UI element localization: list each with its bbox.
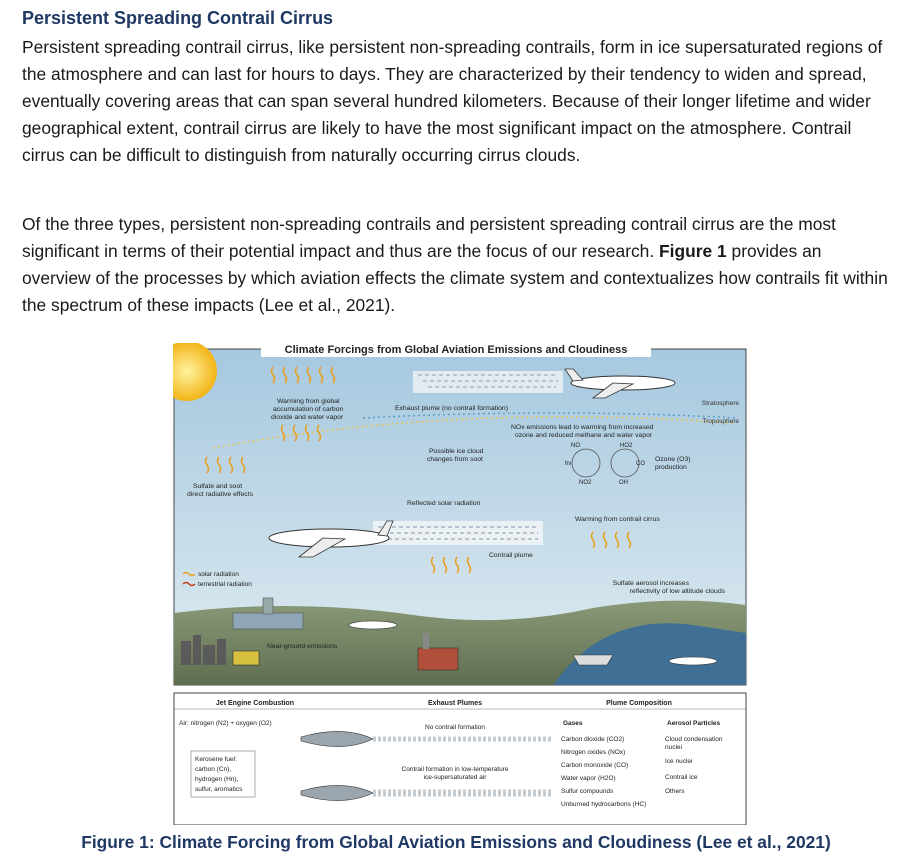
ho2-label: HO2 [620, 443, 633, 449]
fuel-item: hydrogen (Hn), [195, 776, 239, 783]
ozone-label-2: production [655, 464, 687, 471]
hv-label: hν [565, 461, 572, 467]
warming-contrail-label: Warming from contrail cirrus [575, 516, 660, 523]
paragraph-2-text-b: provides an overview of the processes by which aviation effects the climate system and contextualizes how contrails fit within the spectrum of these impacts (Lee et al., 2021). [22, 241, 888, 315]
paragraph-1: Persistent spreading contrail cirrus, like persistent non-spreading contrails, form in ice supersaturated regions of the atmosphere and can last for hours to days. They are characterized by their tendency to widen and spread, eventually covering areas that can span several hundred kilometers. Because of their longer lifetime and wider geographical extent, contrail cirrus are likely to have the most significant impact on the atmosphere. Contrail cirrus can be difficult to distinguish from naturally occurring cirrus clouds. [22, 37, 883, 165]
gas-item: Carbon monoxide (CO) [561, 762, 629, 769]
co-label: CO [636, 461, 645, 467]
table-header-composition: Plume Composition [606, 700, 672, 707]
no-label: NO [571, 443, 580, 449]
contrail-plume-label: Contrail plume [489, 552, 533, 559]
fuel-item: carbon (Cn), [195, 766, 232, 773]
aerosol-item: Contrail ice [665, 774, 698, 781]
no2-label: NO2 [579, 480, 592, 486]
oh-label: OH [619, 480, 628, 486]
table-header-exhaust: Exhaust Plumes [427, 700, 483, 707]
contrail-formation-label-2: ice-supersaturated air [423, 774, 487, 781]
terrestrial-radiation-legend: terrestrial radiation [198, 581, 252, 588]
aerosol-item: Others [665, 788, 685, 795]
sulfate-soot-label-2: direct radiative effects [187, 491, 253, 498]
ice-cloud-label-2: changes from soot [427, 456, 483, 463]
air-label: Air: nitrogen (N2) + oxygen (O2) [179, 720, 272, 727]
gases-header: Gases [563, 720, 583, 727]
fuel-item: sulfur, aromatics [195, 786, 243, 793]
aerosol-item: nuclei [665, 744, 682, 751]
table-header-combustion: Jet Engine Combustion [215, 700, 295, 707]
figure-illustration [173, 343, 747, 825]
contrail-formation-label-1: Contrail formation in low-temperature [401, 766, 509, 773]
gas-item: Sulfur compounds [561, 788, 614, 795]
aerosol-item: Ice nuclei [665, 758, 693, 765]
ice-cloud-label-1: Possible ice cloud [429, 448, 484, 455]
sulfate-aerosol-label-1: Sulfate aerosol increases [612, 580, 689, 587]
gas-item: Unburned hydrocarbons (HC) [561, 801, 647, 808]
gas-item: Water vapor (H2O) [561, 775, 616, 782]
figure-reference: Figure 1 [659, 241, 727, 261]
figure-title: Climate Forcings from Global Aviation Emissions and Cloudiness [284, 344, 628, 356]
solar-radiation-legend: solar radiation [198, 571, 239, 578]
ozone-label-1: Ozone (O3) [655, 456, 691, 463]
truck-icon [233, 651, 259, 665]
gas-item: Carbon dioxide (CO2) [561, 736, 625, 743]
gas-item: Nitrogen oxides (NOx) [561, 749, 626, 756]
troposphere-label: Troposphere [702, 418, 739, 425]
figure-1 [173, 343, 747, 825]
warming-global-label-1: Warming from global [277, 398, 340, 405]
aerosol-item: Cloud condensation [665, 736, 723, 743]
paragraph-2 [22, 211, 894, 319]
exhaust-plume-label: Exhaust plume (no contrail formation) [395, 405, 508, 412]
ship-icon [573, 655, 613, 665]
stratosphere-label: Stratosphere [701, 400, 739, 407]
aerosol-header: Aerosol Particles [667, 720, 721, 727]
sulfate-aerosol-label-2: reflectivity of low altitude clouds [629, 588, 725, 595]
reflected-solar-label: Reflected solar radiation [407, 500, 481, 507]
no-contrail-label: No contrail formation [425, 724, 485, 731]
section-heading: Persistent Spreading Contrail Cirrus [22, 8, 334, 28]
sulfate-soot-label-1: Sulfate and soot [193, 483, 243, 490]
near-ground-label: Near-ground emissions [267, 643, 338, 650]
warming-global-label-2: accumulation of carbon [273, 406, 344, 413]
nox-label-2: ozone and reduced methane and water vapor [515, 432, 653, 439]
paragraph-2-text-a: Of the three types, persistent non-spreading contrails and persistent spreading contrail cirrus are the most significant in terms of their potential impact and thus are the focus of our research. [22, 214, 836, 261]
nox-label-1: NOx emissions lead to warming from increased [511, 424, 654, 431]
figure-caption: Figure 1: Climate Forcing from Global Aviation Emissions and Cloudiness (Lee et al., 2021) [81, 832, 831, 852]
fuel-item: Kerosene fuel: [195, 756, 237, 763]
warming-global-label-3: dioxide and water vapor [271, 414, 344, 421]
